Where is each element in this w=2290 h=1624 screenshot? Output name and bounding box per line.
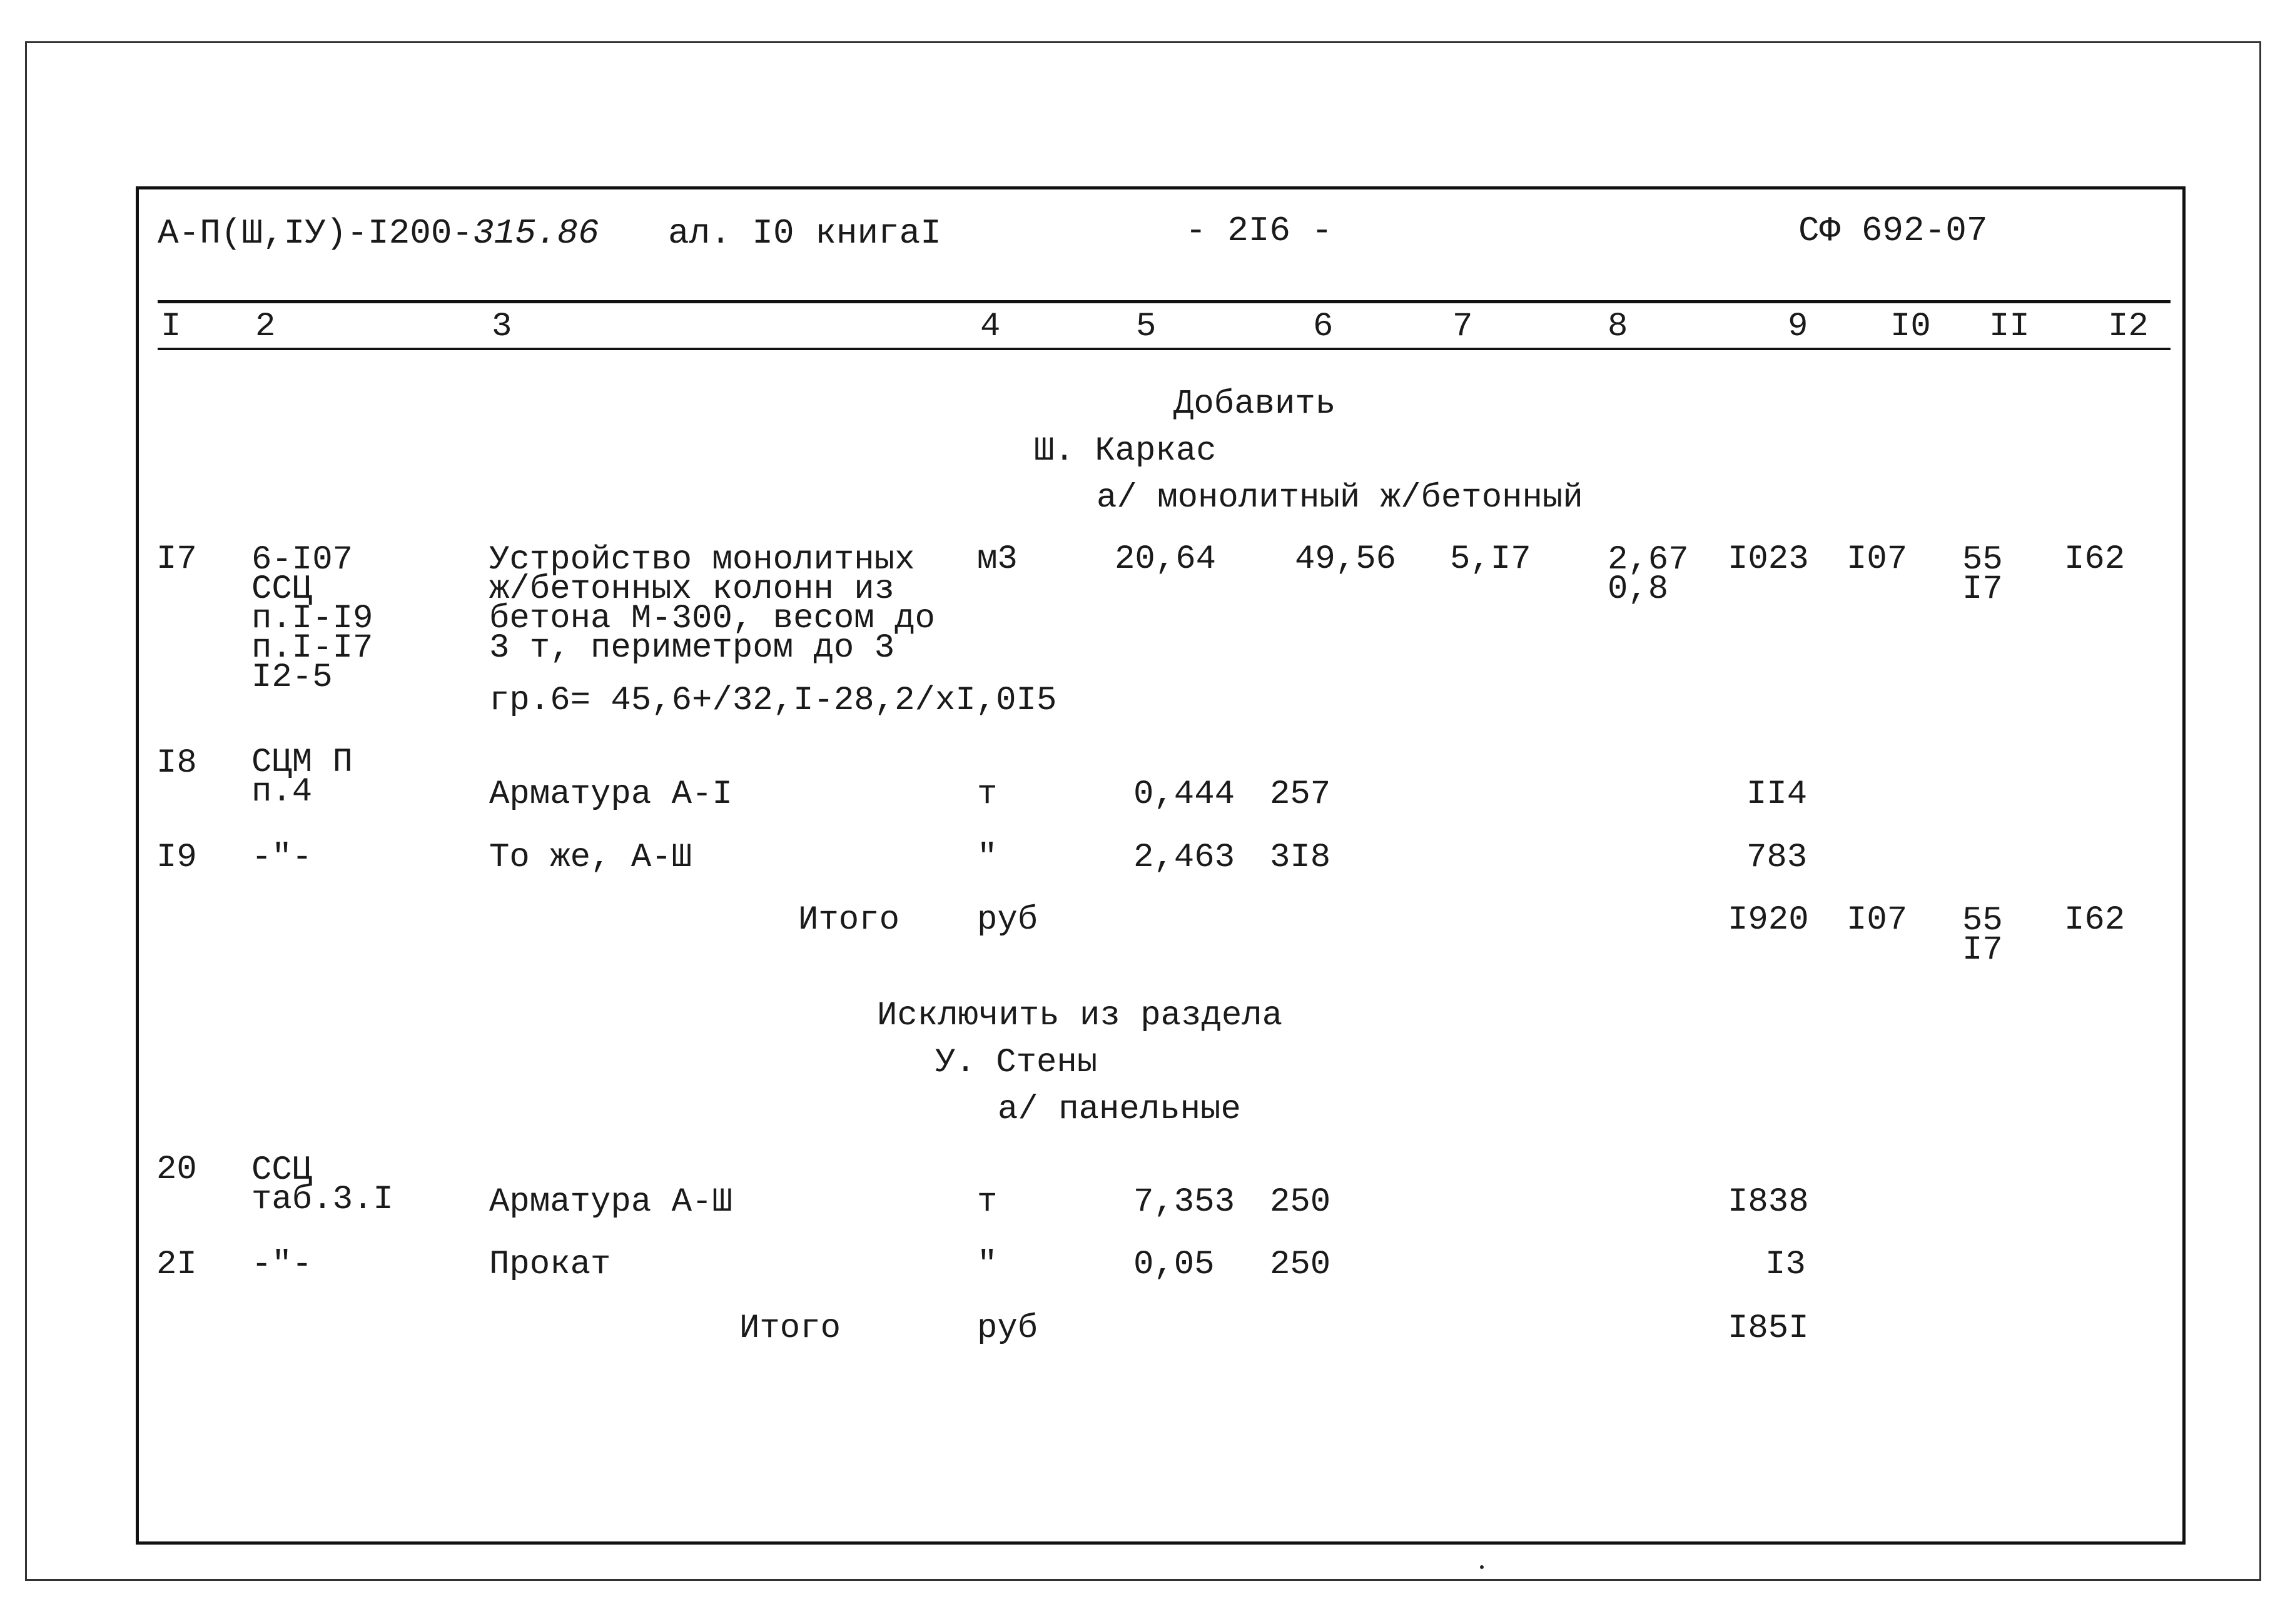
row-number: 2I bbox=[156, 1246, 197, 1284]
col12-value: I62 bbox=[2064, 540, 2125, 578]
work-description: То же, А-Ш bbox=[489, 839, 692, 877]
norm-code: СЦМ П п.4 bbox=[251, 744, 353, 811]
unit-price: 250 bbox=[1270, 1246, 1331, 1284]
total-cost: I838 bbox=[1728, 1183, 1809, 1221]
col-num-2: 2 bbox=[255, 308, 276, 346]
total-cost: II4 bbox=[1746, 775, 1808, 814]
row-number: I8 bbox=[156, 744, 197, 782]
work-description: Устройство монолитных ж/бетонных колонн из бетона М-300, весом до 3 т, периметром до 3 bbox=[489, 541, 935, 667]
col-num-7: 7 bbox=[1452, 308, 1473, 346]
quantity: 20,64 bbox=[1115, 540, 1217, 578]
col11-value: 55 I7 bbox=[1962, 541, 2003, 608]
scan-speck bbox=[1480, 1565, 1484, 1569]
unit: т bbox=[977, 775, 998, 814]
unit: " bbox=[977, 1246, 998, 1284]
album-book-handwritten: I bbox=[920, 213, 941, 253]
quantity: 2,463 bbox=[1133, 839, 1235, 877]
total-cost: I85I bbox=[1728, 1309, 1809, 1348]
quantity: 0,444 bbox=[1133, 775, 1235, 814]
col-num-12: I2 bbox=[2108, 308, 2149, 346]
work-description: Прокат bbox=[489, 1246, 611, 1284]
album-label: ал. I0 книгаI bbox=[668, 213, 941, 253]
section2-title: У. Стены bbox=[935, 1044, 1098, 1082]
section1-subtitle: а/ монолитный ж/бетонный bbox=[1097, 479, 1583, 517]
norm-code: -"- bbox=[251, 839, 313, 877]
col10-value: I07 bbox=[1847, 901, 1908, 939]
sheet-code: СФ 692-07 bbox=[1798, 211, 1988, 251]
section1-action: Добавить bbox=[1173, 385, 1336, 423]
col12-value: I62 bbox=[2064, 901, 2125, 939]
unit: м3 bbox=[977, 540, 1018, 578]
col8-value: 2,67 0,8 bbox=[1608, 541, 1689, 608]
section2-action: Исключить из раздела bbox=[877, 997, 1283, 1035]
col-num-6: 6 bbox=[1313, 308, 1334, 346]
total-label: Итого bbox=[798, 901, 900, 939]
col10-value: I07 bbox=[1847, 540, 1908, 578]
col7-value: 5,I7 bbox=[1450, 540, 1531, 578]
unit: т bbox=[977, 1183, 998, 1221]
formula: гр.6= 45,6+/32,I-28,2/хI,0I5 bbox=[489, 682, 1057, 720]
norm-code: ССЦ таб.3.I bbox=[251, 1151, 393, 1219]
total-unit: руб bbox=[977, 1309, 1038, 1348]
doc-code: А-П(Ш,IУ)-I200-315.86 bbox=[158, 213, 599, 253]
col-num-10: I0 bbox=[1890, 308, 1931, 346]
unit-price: 3I8 bbox=[1270, 839, 1331, 877]
norm-code: 6-I07 ССЦ п.I-I9 п.I-I7 I2-5 bbox=[251, 541, 373, 697]
section2-subtitle: а/ панельные bbox=[998, 1091, 1241, 1129]
total-cost: I023 bbox=[1728, 540, 1809, 578]
header-rule bbox=[158, 300, 2171, 303]
col-num-1: I bbox=[161, 308, 181, 346]
norm-code: -"- bbox=[251, 1246, 313, 1284]
total-cost: 783 bbox=[1746, 839, 1808, 877]
unit-price: 49,56 bbox=[1295, 540, 1397, 578]
quantity: 7,353 bbox=[1133, 1183, 1235, 1221]
col-num-11: II bbox=[1989, 308, 2030, 346]
page-number: - 2I6 - bbox=[1185, 211, 1333, 251]
col-num-8: 8 bbox=[1608, 308, 1628, 346]
quantity: 0,05 bbox=[1133, 1246, 1215, 1284]
total-cost: I920 bbox=[1728, 901, 1809, 939]
total-label: Итого bbox=[739, 1309, 841, 1348]
unit-price: 250 bbox=[1270, 1183, 1331, 1221]
work-description: Арматура А-Ш bbox=[489, 1183, 732, 1221]
doc-code-handwritten: 315.86 bbox=[473, 213, 599, 253]
work-description: Арматура А-I bbox=[489, 775, 732, 814]
col-num-3: 3 bbox=[492, 308, 512, 346]
unit: " bbox=[977, 839, 998, 877]
total-cost: I3 bbox=[1765, 1246, 1806, 1284]
row-number: 20 bbox=[156, 1151, 197, 1189]
row-number: I7 bbox=[156, 540, 197, 578]
col-num-9: 9 bbox=[1788, 308, 1808, 346]
unit-price: 257 bbox=[1270, 775, 1331, 814]
column-rule bbox=[158, 348, 2171, 350]
section1-title: Ш. Каркас bbox=[1034, 432, 1217, 470]
col-num-4: 4 bbox=[980, 308, 1001, 346]
total-unit: руб bbox=[977, 901, 1038, 939]
row-number: I9 bbox=[156, 839, 197, 877]
col-num-5: 5 bbox=[1136, 308, 1157, 346]
col11-value: 55 I7 bbox=[1962, 902, 2003, 969]
